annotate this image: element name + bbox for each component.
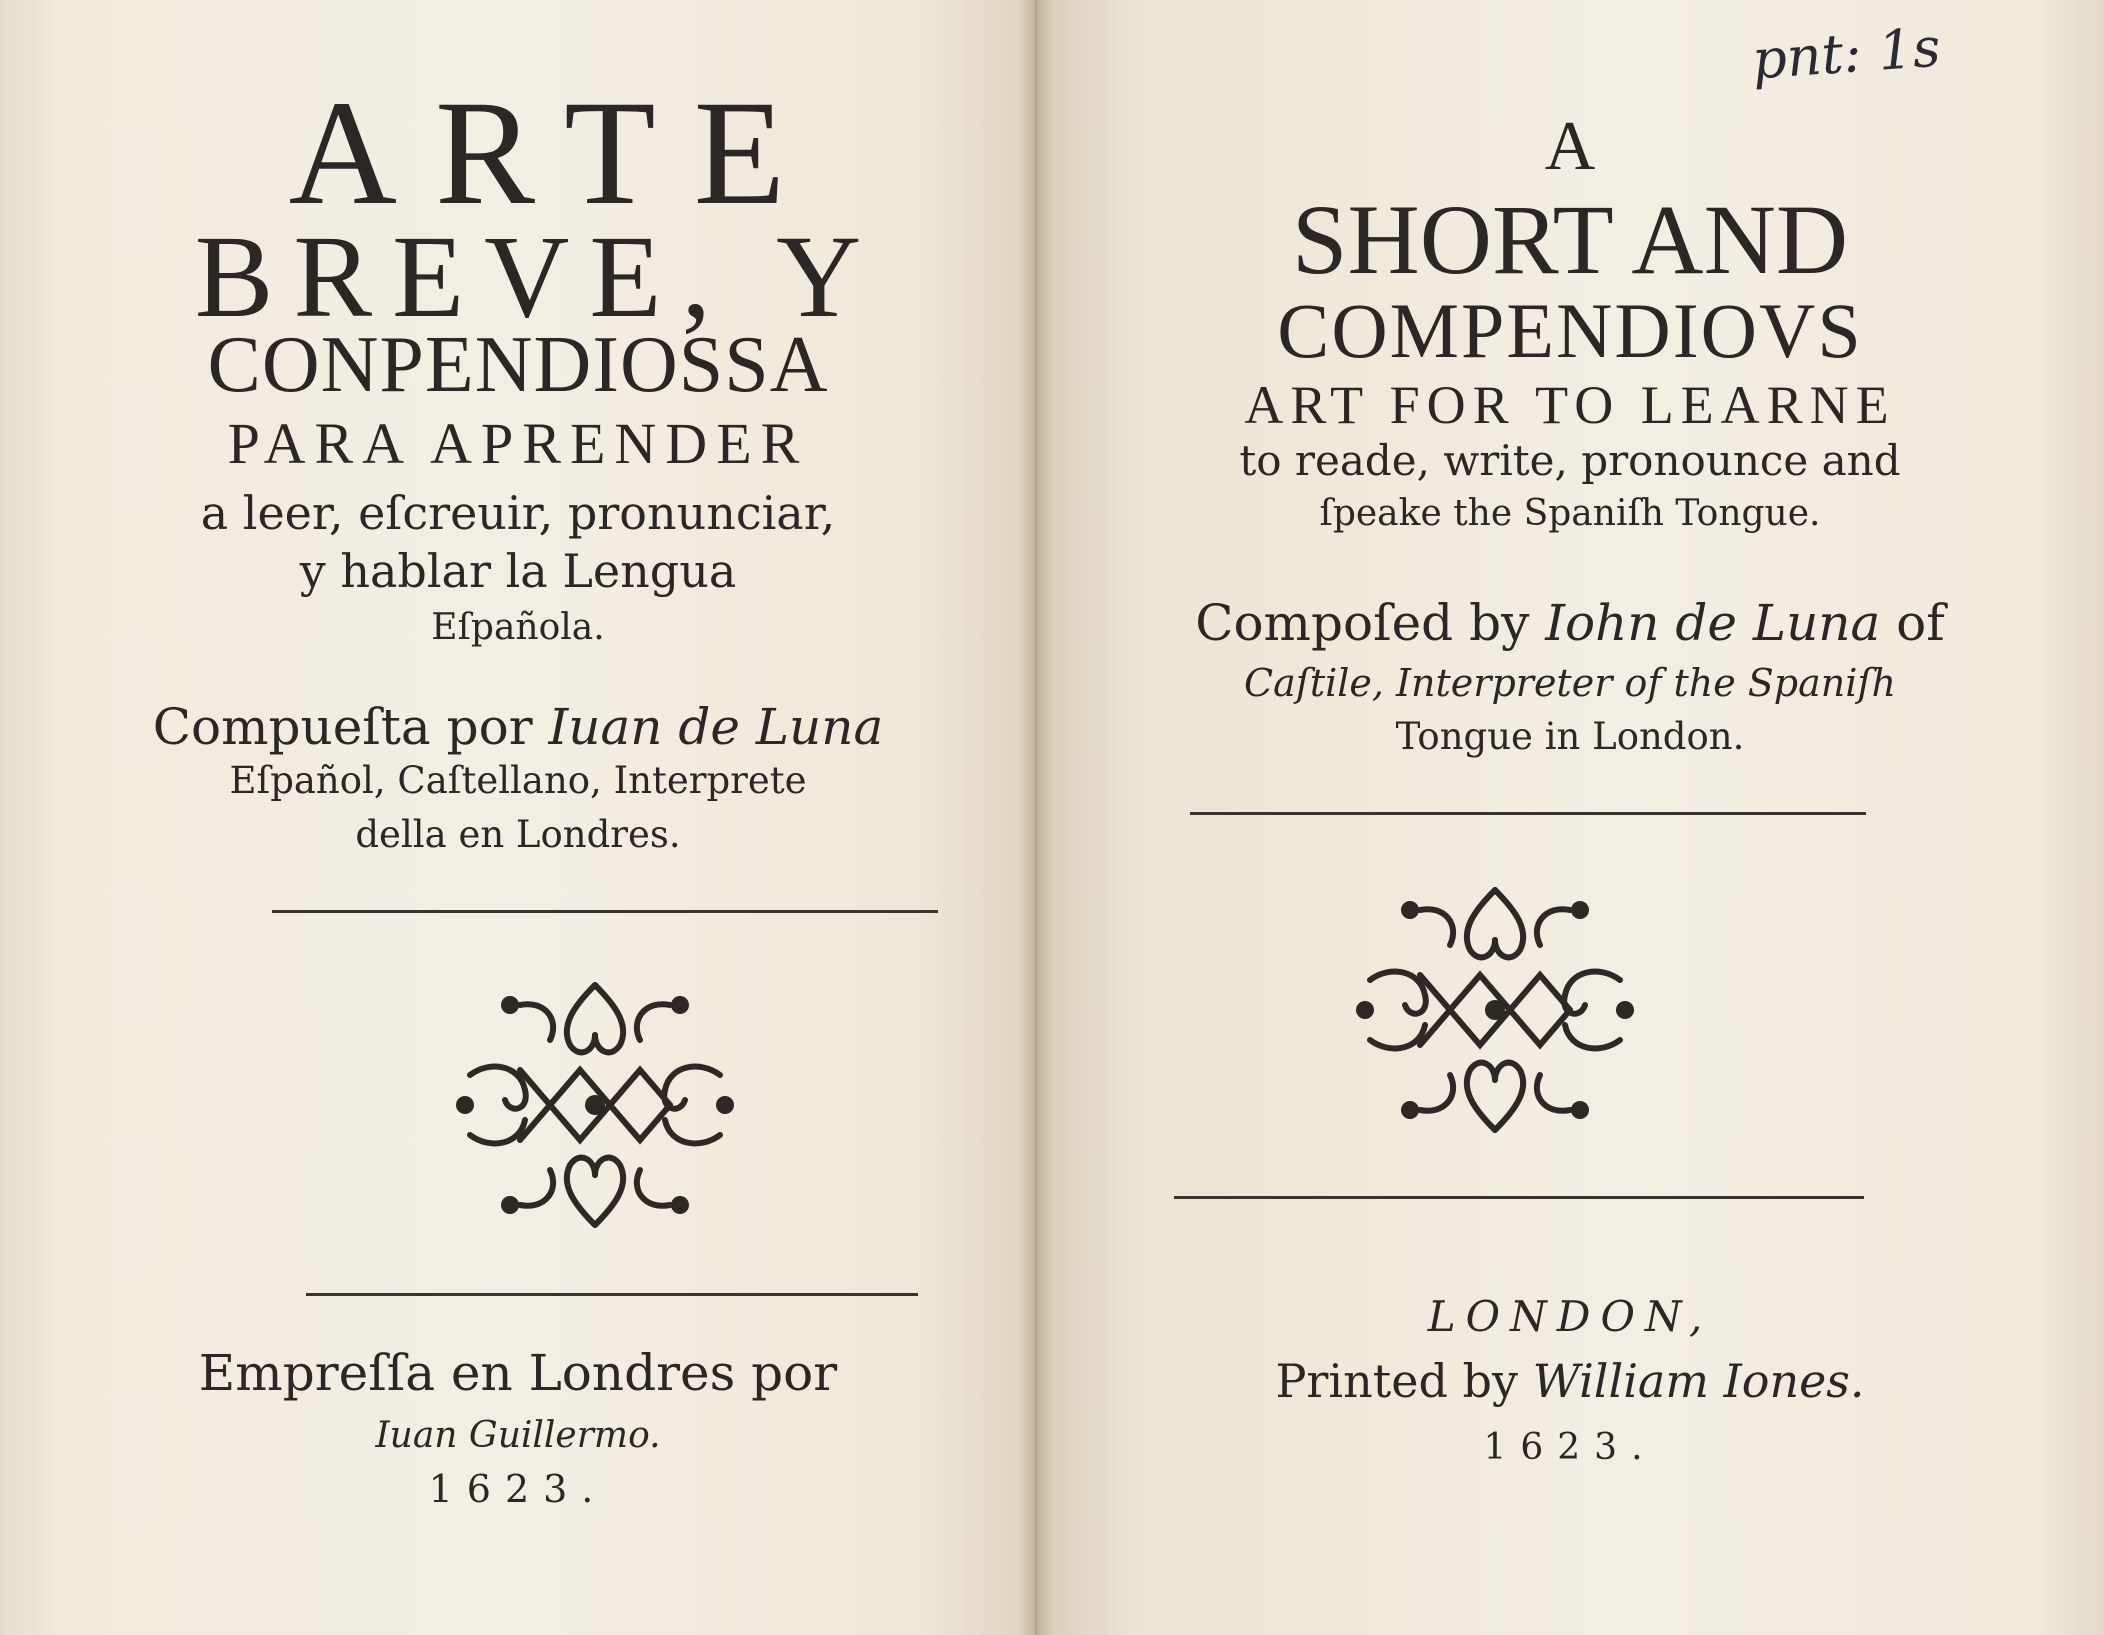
handwritten-price-note: pnt: 1s — [1750, 15, 1943, 92]
right-city: LONDON, — [1427, 1292, 1713, 1341]
right-title-line-1: A — [1544, 108, 1596, 185]
right-subtitle-line-2: ſpeake the Spaniſh Tongue. — [1319, 493, 1821, 534]
right-printer-name: William Iones. — [1532, 1354, 1865, 1408]
right-title-line-4: ART FOR TO LEARNE — [1244, 375, 1896, 435]
left-author-line-3: della en Londres. — [355, 813, 681, 856]
right-author-line-1 — [1036, 594, 2104, 652]
left-title-line-3: CONPENDIOSSA — [207, 321, 829, 409]
right-author-suffix: of — [1880, 594, 1945, 652]
left-subtitle-line-2: y hablar la Lengua — [299, 544, 737, 598]
right-page — [1036, 0, 2104, 1635]
right-title-line-3: COMPENDIOVS — [1277, 287, 1863, 374]
right-printed-by-line — [1036, 1354, 2104, 1408]
left-bottom-rule — [306, 1293, 918, 1296]
left-title-line-1: ARTE — [288, 70, 824, 236]
left-author-prefix: Compueſta por — [152, 698, 549, 756]
left-top-rule — [272, 910, 938, 913]
right-fleuron-ornament-icon — [1350, 870, 1640, 1150]
right-subtitle-line-1: to reade, write, pronounce and — [1239, 436, 1901, 485]
left-printer-name: Iuan Guillermo. — [375, 1415, 661, 1456]
left-subtitle-line-1: a leer, eſcreuir, pronunciar, — [200, 486, 836, 540]
left-author-line-2: Eſpañol, Caſtellano, Interprete — [229, 759, 807, 802]
left-title-line-2: BREVE, Y — [194, 211, 882, 342]
right-author-line-3: Tongue in London. — [1395, 715, 1745, 758]
right-printed-by: Printed by — [1275, 1354, 1533, 1408]
left-page — [0, 0, 1036, 1635]
right-top-rule — [1190, 812, 1866, 815]
left-fleuron-ornament-icon — [450, 965, 740, 1245]
left-subtitle-line-3: Eſpañola. — [431, 607, 605, 648]
right-author-name: Iohn de Luna — [1545, 594, 1881, 652]
left-author-line-1 — [0, 698, 1036, 756]
right-author-line-2: Caſtile, Interpreter of the Spaniſh — [1244, 661, 1896, 705]
right-author-prefix: Compoſed by — [1195, 594, 1546, 652]
left-title-line-4: PARA APRENDER — [227, 411, 809, 476]
left-author-name: Iuan de Luna — [548, 698, 884, 756]
left-imprint-line: Empreſſa en Londres por — [198, 1344, 838, 1402]
left-year: 1623. — [428, 1467, 608, 1511]
right-title-line-2: SHORT AND — [1291, 184, 1849, 295]
right-bottom-rule — [1174, 1196, 1864, 1199]
right-year: 1623. — [1483, 1427, 1657, 1468]
